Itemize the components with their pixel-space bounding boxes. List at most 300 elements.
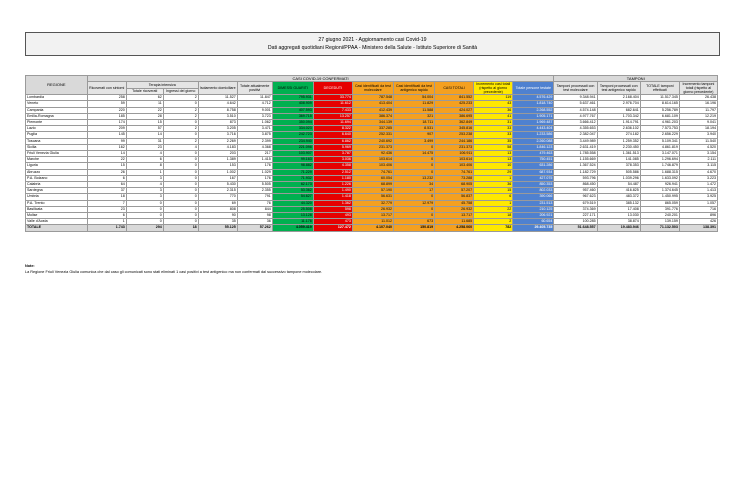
data-cell: 593.796 bbox=[554, 175, 597, 181]
data-cell: 0 bbox=[163, 188, 198, 194]
report-title: 27 giugno 2021 - Aggiornamento casi Covid-19 bbox=[318, 37, 427, 43]
data-cell: 673 bbox=[393, 219, 434, 225]
data-cell: 209 bbox=[87, 126, 126, 132]
col-tests-increment: Incremento tamponi totali (rispetto al giorno precedente) bbox=[679, 82, 717, 95]
data-cell: 220 bbox=[87, 107, 126, 113]
data-cell: 350.094 bbox=[272, 120, 313, 126]
data-cell: 2.382.047 bbox=[554, 132, 597, 138]
col-hospitalized: Ricoverati con sintomi bbox=[87, 82, 126, 95]
region-name-cell: Puglia bbox=[26, 132, 88, 138]
data-cell: 106.911 bbox=[435, 151, 474, 157]
group-confirmed-cases: CASI COVID-19 CONFERMATI bbox=[87, 76, 554, 82]
data-cell: 1.818.740 bbox=[513, 101, 554, 107]
data-cell: 0 bbox=[163, 151, 198, 157]
region-name-cell: Molise bbox=[26, 213, 88, 219]
data-cell: 808 bbox=[198, 206, 237, 212]
data-cell: 33.774 bbox=[313, 95, 352, 101]
data-cell: 22 bbox=[126, 107, 163, 113]
data-cell: 71.132.503 bbox=[640, 225, 679, 231]
region-name-cell: Sicilia bbox=[26, 144, 88, 150]
data-cell: 5.505 bbox=[237, 182, 272, 188]
data-cell: 33 bbox=[474, 126, 513, 132]
data-cell: 55.125 bbox=[198, 225, 237, 231]
data-cell: 0 bbox=[163, 175, 198, 181]
data-cell: 141.085 bbox=[597, 157, 640, 163]
data-cell: 4.355.653 bbox=[554, 126, 597, 132]
data-cell: 378.353 bbox=[597, 163, 640, 169]
data-cell: 8.531 bbox=[393, 126, 434, 132]
data-cell: 54.487 bbox=[597, 182, 640, 188]
data-cell: 2 bbox=[474, 219, 513, 225]
data-cell: 413.404 bbox=[352, 101, 393, 107]
data-cell: 4.712 bbox=[237, 101, 272, 107]
data-cell: 99.163 bbox=[272, 157, 313, 163]
data-cell: 8.758 bbox=[198, 107, 237, 113]
data-cell: 6 bbox=[87, 175, 126, 181]
data-cell: 38.874 bbox=[597, 219, 640, 225]
data-cell: 6.640 bbox=[313, 132, 352, 138]
data-cell: 58 bbox=[474, 144, 513, 150]
data-cell: 0 bbox=[163, 200, 198, 206]
data-cell: 274.182 bbox=[597, 132, 640, 138]
data-cell: 240.692 bbox=[352, 138, 393, 144]
data-cell: 57.262 bbox=[237, 225, 272, 231]
data-cell: 802.033 bbox=[513, 188, 554, 194]
data-cell: 162 bbox=[87, 144, 126, 150]
data-cell: 344.139 bbox=[352, 120, 393, 126]
data-cell: 15 bbox=[126, 120, 163, 126]
data-cell: 13.257 bbox=[313, 113, 352, 119]
data-cell: 321 bbox=[393, 113, 434, 119]
data-cell: 4.576.429 bbox=[513, 95, 554, 101]
data-cell: 15 bbox=[474, 188, 513, 194]
data-cell: 0 bbox=[393, 194, 434, 200]
data-cell: 14.475 bbox=[393, 151, 434, 157]
data-cell: 32.779 bbox=[352, 200, 393, 206]
data-cell: 1.057 bbox=[679, 200, 717, 206]
data-cell: 1.415 bbox=[237, 157, 272, 163]
data-cell: 13.717 bbox=[352, 213, 393, 219]
data-cell: 7.573.753 bbox=[640, 126, 679, 132]
data-cell: 791 bbox=[237, 194, 272, 200]
data-cell: 390.066 bbox=[513, 194, 554, 200]
data-cell: 18 bbox=[474, 213, 513, 219]
data-cell: 18.194 bbox=[679, 126, 717, 132]
data-cell: 31 bbox=[474, 120, 513, 126]
data-cell: 206.921 bbox=[513, 213, 554, 219]
data-cell: 25.508 bbox=[272, 206, 313, 212]
data-cell: 11.012 bbox=[352, 219, 393, 225]
region-name-cell: Friuli Venezia Giulia bbox=[26, 151, 88, 157]
data-cell: 1.746.879 bbox=[640, 163, 679, 169]
data-cell: 3.115 bbox=[679, 163, 717, 169]
data-cell: 1.155.669 bbox=[554, 157, 597, 163]
data-cell: 31 bbox=[126, 138, 163, 144]
data-cell: 22 bbox=[474, 206, 513, 212]
data-cell: 13.717 bbox=[435, 213, 474, 219]
data-cell: 407.593 bbox=[272, 107, 313, 113]
region-name-cell: Lombardia bbox=[26, 95, 88, 101]
data-cell: 242.723 bbox=[272, 132, 313, 138]
data-cell: 1 bbox=[87, 219, 126, 225]
data-cell: 1.688.315 bbox=[640, 169, 679, 175]
data-cell: 231.513 bbox=[513, 200, 554, 206]
data-cell: 2.315 bbox=[198, 188, 237, 194]
data-cell: 0 bbox=[163, 101, 198, 107]
data-cell: 60.654 bbox=[513, 219, 554, 225]
data-cell: 1.389 bbox=[198, 157, 237, 163]
region-name-cell: Toscana bbox=[26, 138, 88, 144]
data-cell: 896 bbox=[679, 213, 717, 219]
data-cell: 2 bbox=[163, 113, 198, 119]
data-cell: 2.111 bbox=[679, 157, 717, 163]
data-cell: 23 bbox=[126, 144, 163, 150]
data-cell: 57 bbox=[126, 126, 163, 132]
data-cell: 0 bbox=[126, 213, 163, 219]
data-cell: 16.196 bbox=[679, 101, 717, 107]
data-cell: 3.036 bbox=[313, 157, 352, 163]
data-cell: 13.232 bbox=[393, 175, 434, 181]
data-cell: 386.695 bbox=[435, 113, 474, 119]
data-cell: 0 bbox=[393, 157, 434, 163]
data-cell: 1.703.342 bbox=[597, 113, 640, 119]
data-cell: 1.846.123 bbox=[513, 144, 554, 150]
data-cell: 0 bbox=[163, 132, 198, 138]
data-cell: 2 bbox=[163, 107, 198, 113]
data-cell: 4.520 bbox=[679, 144, 717, 150]
data-cell: 11.847 bbox=[237, 95, 272, 101]
data-cell: 631.286 bbox=[513, 163, 554, 169]
data-cell: 1.226 bbox=[313, 182, 352, 188]
data-cell: 35 bbox=[198, 219, 237, 225]
data-cell: 57.190 bbox=[352, 188, 393, 194]
data-cell: 4 bbox=[126, 151, 163, 157]
data-cell: 4.107.040 bbox=[352, 225, 393, 231]
data-cell: 11.694 bbox=[313, 120, 352, 126]
data-cell: 4.670 bbox=[679, 169, 717, 175]
data-cell: 2.631.419 bbox=[554, 144, 597, 150]
data-cell: 3.940 bbox=[679, 132, 717, 138]
data-cell: 13.128 bbox=[272, 213, 313, 219]
data-cell: 2.976.704 bbox=[597, 101, 640, 107]
data-cell: 4.574.148 bbox=[554, 107, 597, 113]
data-cell: 907 bbox=[393, 132, 434, 138]
data-cell: 54.627 bbox=[272, 194, 313, 200]
data-cell: 4 bbox=[126, 182, 163, 188]
data-cell: 3.223 bbox=[679, 175, 717, 181]
data-cell: 2 bbox=[163, 126, 198, 132]
data-cell: 13.030 bbox=[597, 213, 640, 219]
data-cell: 3.147.071 bbox=[640, 151, 679, 157]
data-cell: 1.633.092 bbox=[640, 175, 679, 181]
data-cell: 3.666.412 bbox=[554, 120, 597, 126]
data-cell: 2.399 bbox=[237, 138, 272, 144]
data-cell: 2.268.552 bbox=[513, 107, 554, 113]
data-cell: 185 bbox=[87, 113, 126, 119]
data-cell: 3.510 bbox=[198, 113, 237, 119]
data-cell: 362.849 bbox=[435, 120, 474, 126]
data-cell: 3 bbox=[126, 194, 163, 200]
data-cell: 15 bbox=[87, 163, 126, 169]
data-cell: 770 bbox=[198, 194, 237, 200]
data-cell: 6 bbox=[126, 157, 163, 163]
data-cell: 100.285 bbox=[554, 219, 597, 225]
data-cell: 1.361.513 bbox=[597, 151, 640, 157]
col-tested: Totale persone testate bbox=[513, 82, 554, 95]
data-cell: 1.413 bbox=[679, 188, 717, 194]
data-cell: 7.433 bbox=[313, 107, 352, 113]
data-cell: 3.449.989 bbox=[554, 138, 597, 144]
region-name-cell: Piemonte bbox=[26, 120, 88, 126]
data-cell: 28 bbox=[126, 113, 163, 119]
data-cell: 103.406 bbox=[435, 163, 474, 169]
col-tests-antigen: Tamponi processati con test antigenico rapido bbox=[597, 82, 640, 95]
data-cell: 11.588 bbox=[393, 107, 434, 113]
data-cell: 385.132 bbox=[597, 200, 640, 206]
data-cell: 7 bbox=[87, 200, 126, 206]
data-cell: 337.285 bbox=[352, 126, 393, 132]
footnote-title: Note: bbox=[25, 264, 35, 268]
data-cell: 4.183 bbox=[198, 144, 237, 150]
data-cell: 139.159 bbox=[640, 219, 679, 225]
region-name-cell: Veneto bbox=[26, 101, 88, 107]
data-cell: 10 bbox=[474, 163, 513, 169]
covid-data-table bbox=[25, 75, 718, 232]
data-cell: 0 bbox=[126, 206, 163, 212]
region-name-cell: Umbria bbox=[26, 194, 88, 200]
col-home-isolation: Isolamento domiciliare bbox=[198, 82, 237, 95]
col-region: REGIONE bbox=[26, 76, 88, 95]
data-cell: 4.642 bbox=[198, 101, 237, 107]
data-cell: 13 bbox=[474, 151, 513, 157]
data-cell: 787.548 bbox=[352, 95, 393, 101]
data-cell: 69 bbox=[198, 200, 237, 206]
data-cell: 1.296.694 bbox=[640, 157, 679, 163]
data-cell: 45.758 bbox=[435, 200, 474, 206]
col-molecular: Casi identificati da test molecolare bbox=[352, 82, 393, 95]
data-cell: 841.552 bbox=[435, 95, 474, 101]
region-name-cell: Abruzzo bbox=[26, 169, 88, 175]
data-cell: 53.362 bbox=[272, 188, 313, 194]
data-cell: 76 bbox=[237, 200, 272, 206]
data-cell: 1 bbox=[126, 169, 163, 175]
data-cell: 5.637.461 bbox=[554, 101, 597, 107]
data-cell: 2.168.404 bbox=[597, 95, 640, 101]
data-cell: 29.405.735 bbox=[513, 225, 554, 231]
data-cell: 782 bbox=[474, 225, 513, 231]
data-cell: 3.716 bbox=[198, 132, 237, 138]
data-cell: 62 bbox=[126, 95, 163, 101]
data-cell: 68.899 bbox=[352, 182, 393, 188]
data-cell: 8 bbox=[126, 163, 163, 169]
data-cell: 424.027 bbox=[435, 107, 474, 113]
data-cell: 11.829 bbox=[393, 101, 434, 107]
region-name-cell: Liguria bbox=[26, 163, 88, 169]
data-cell: 0 bbox=[126, 200, 163, 206]
data-cell: 26.932 bbox=[352, 206, 393, 212]
data-cell: 1.367.524 bbox=[554, 163, 597, 169]
data-cell: 17.408 bbox=[597, 206, 640, 212]
data-cell: 57.207 bbox=[435, 188, 474, 194]
footnote-text: La Regione Friuli Venezia Giulia comunica che dal caso gli comunicati sono stati eliminati 1 casi positivi a test antigenico ma non confermati dal successivo tampone molecolare. bbox=[25, 270, 323, 274]
data-cell: 11.540 bbox=[679, 138, 717, 144]
data-cell: 153 bbox=[198, 163, 237, 169]
report-header bbox=[25, 32, 720, 56]
data-cell: 33 bbox=[474, 132, 513, 138]
data-cell: 26.932 bbox=[435, 206, 474, 212]
data-cell: 34 bbox=[393, 182, 434, 188]
data-cell: 92.436 bbox=[352, 151, 393, 157]
data-cell: 1.233.586 bbox=[513, 132, 554, 138]
data-cell: 167 bbox=[198, 175, 237, 181]
data-cell: 3 bbox=[126, 188, 163, 194]
data-cell: 258 bbox=[87, 95, 126, 101]
data-cell: 416.825 bbox=[597, 188, 640, 194]
data-cell: 12.219 bbox=[679, 113, 717, 119]
data-cell: 12.979 bbox=[393, 200, 434, 206]
data-cell: 217 bbox=[237, 151, 272, 157]
data-cell: 374.369 bbox=[554, 206, 597, 212]
data-cell: 4.443.404 bbox=[513, 126, 554, 132]
data-cell: 1.029 bbox=[237, 169, 272, 175]
total-row bbox=[26, 225, 718, 231]
data-cell: 150.819 bbox=[393, 225, 434, 231]
data-cell: 4 bbox=[163, 144, 198, 150]
data-cell: 1.743 bbox=[87, 225, 126, 231]
col-increment: Incremento casi totali (rispetto al giorno precedente) bbox=[474, 82, 513, 95]
data-cell: 1.914.791 bbox=[597, 120, 640, 126]
data-cell: 41 bbox=[474, 113, 513, 119]
data-cell: 3.205 bbox=[198, 126, 237, 132]
data-cell: 1.418 bbox=[313, 194, 352, 200]
data-cell: 868.450 bbox=[554, 182, 597, 188]
data-cell: 60.054 bbox=[352, 175, 393, 181]
region-name-cell: Valle d'Aosta bbox=[26, 219, 88, 225]
data-cell: 43 bbox=[474, 101, 513, 107]
data-cell: 850.353 bbox=[513, 182, 554, 188]
data-cell: 0 bbox=[163, 219, 198, 225]
col-tests-total: TOTALE tamponi effettuati bbox=[640, 82, 679, 95]
data-cell: 4.961.203 bbox=[640, 120, 679, 126]
data-cell: 64 bbox=[87, 182, 126, 188]
data-cell: 1.062 bbox=[237, 120, 272, 126]
data-cell: 1.490 bbox=[313, 188, 352, 194]
data-cell: 1.374.645 bbox=[640, 188, 679, 194]
data-cell: 2.260.088 bbox=[513, 138, 554, 144]
data-cell: 11.797 bbox=[679, 107, 717, 113]
data-cell: 391.776 bbox=[640, 206, 679, 212]
data-cell: 345.816 bbox=[435, 126, 474, 132]
data-cell: 9.041 bbox=[679, 120, 717, 126]
data-cell: 68.905 bbox=[435, 182, 474, 188]
region-name-cell: Campania bbox=[26, 107, 88, 113]
data-cell: 4.977.767 bbox=[554, 113, 597, 119]
region-name-cell: Sardegna bbox=[26, 188, 88, 194]
data-cell: 408.909 bbox=[272, 101, 313, 107]
data-cell: 294 bbox=[126, 225, 163, 231]
data-cell: 926.941 bbox=[640, 182, 679, 188]
data-cell: 3.499 bbox=[393, 138, 434, 144]
data-cell: 51.648.557 bbox=[554, 225, 597, 231]
data-cell: 14 bbox=[126, 132, 163, 138]
data-cell: 1.785.558 bbox=[554, 151, 597, 157]
data-cell: 716 bbox=[679, 206, 717, 212]
data-cell: 98 bbox=[237, 213, 272, 219]
data-cell: 9.001 bbox=[237, 107, 272, 113]
data-cell: 3.787 bbox=[313, 151, 352, 157]
data-cell: 0 bbox=[393, 144, 434, 150]
data-cell: 5.430 bbox=[198, 182, 237, 188]
data-cell: 44.320 bbox=[272, 200, 313, 206]
data-cell: 36 bbox=[474, 182, 513, 188]
data-cell: 59 bbox=[87, 101, 126, 107]
data-cell: 844 bbox=[237, 206, 272, 212]
data-cell: 23 bbox=[87, 206, 126, 212]
data-cell: 71.932 bbox=[272, 175, 313, 181]
data-cell: 0 bbox=[393, 169, 434, 175]
region-name-cell: Lazio bbox=[26, 126, 88, 132]
data-cell: 0 bbox=[163, 157, 198, 163]
data-cell: 103.907 bbox=[272, 151, 313, 157]
data-cell: 5.256.789 bbox=[640, 107, 679, 113]
data-cell: 9.348.941 bbox=[554, 95, 597, 101]
data-cell: 18 bbox=[87, 194, 126, 200]
data-cell: 1.472 bbox=[679, 182, 717, 188]
data-cell: 505.586 bbox=[597, 169, 640, 175]
data-cell: 18 bbox=[163, 225, 198, 231]
data-cell: 2.355 bbox=[237, 188, 272, 194]
col-antigen: Casi identificati da test antigenico rapido bbox=[393, 82, 434, 95]
data-cell: 221.098 bbox=[272, 144, 313, 150]
data-cell: 865.059 bbox=[640, 200, 679, 206]
region-name-cell: TOTALE bbox=[26, 225, 88, 231]
data-cell: 687.934 bbox=[513, 169, 554, 175]
region-name-cell: Basilicata bbox=[26, 206, 88, 212]
data-cell: 4.368 bbox=[237, 144, 272, 150]
data-cell: 54.004 bbox=[393, 95, 434, 101]
data-cell: 4.861.819 bbox=[640, 144, 679, 150]
data-cell: 473 bbox=[313, 219, 352, 225]
region-name-cell: P.A. Trento bbox=[26, 200, 88, 206]
data-cell: 0 bbox=[163, 120, 198, 126]
data-cell: 11 bbox=[126, 101, 163, 107]
data-cell: 3.875 bbox=[237, 132, 272, 138]
data-cell: 6 bbox=[87, 213, 126, 219]
data-cell: 210.125 bbox=[513, 206, 554, 212]
data-cell: 103.406 bbox=[352, 163, 393, 169]
data-cell: 679.519 bbox=[554, 200, 597, 206]
data-cell: 14 bbox=[87, 151, 126, 157]
data-cell: 8.322 bbox=[313, 126, 352, 132]
data-cell: 119 bbox=[474, 95, 513, 101]
data-cell: 145 bbox=[87, 132, 126, 138]
report-subtitle: Dati aggregati quotidiani Regioni/PPAA - Ministero della Salute - Istituto Superiore di Sanità bbox=[267, 45, 478, 51]
data-cell: 427.075 bbox=[513, 175, 554, 181]
data-cell: 598 bbox=[313, 206, 352, 212]
data-cell: 176 bbox=[237, 175, 272, 181]
data-cell: 483.372 bbox=[597, 194, 640, 200]
data-cell: 18.711 bbox=[393, 120, 434, 126]
data-cell: 1.039.296 bbox=[597, 175, 640, 181]
data-cell: 1.362 bbox=[313, 200, 352, 206]
data-cell: 0 bbox=[393, 206, 434, 212]
data-cell: 231.373 bbox=[435, 144, 474, 150]
data-cell: 1 bbox=[474, 200, 513, 206]
data-cell: 73.288 bbox=[435, 175, 474, 181]
data-cell: 1.969.487 bbox=[513, 120, 554, 126]
col-recovered: DIMESSI GUARITI bbox=[272, 82, 313, 95]
data-cell: 1.002 bbox=[198, 169, 237, 175]
